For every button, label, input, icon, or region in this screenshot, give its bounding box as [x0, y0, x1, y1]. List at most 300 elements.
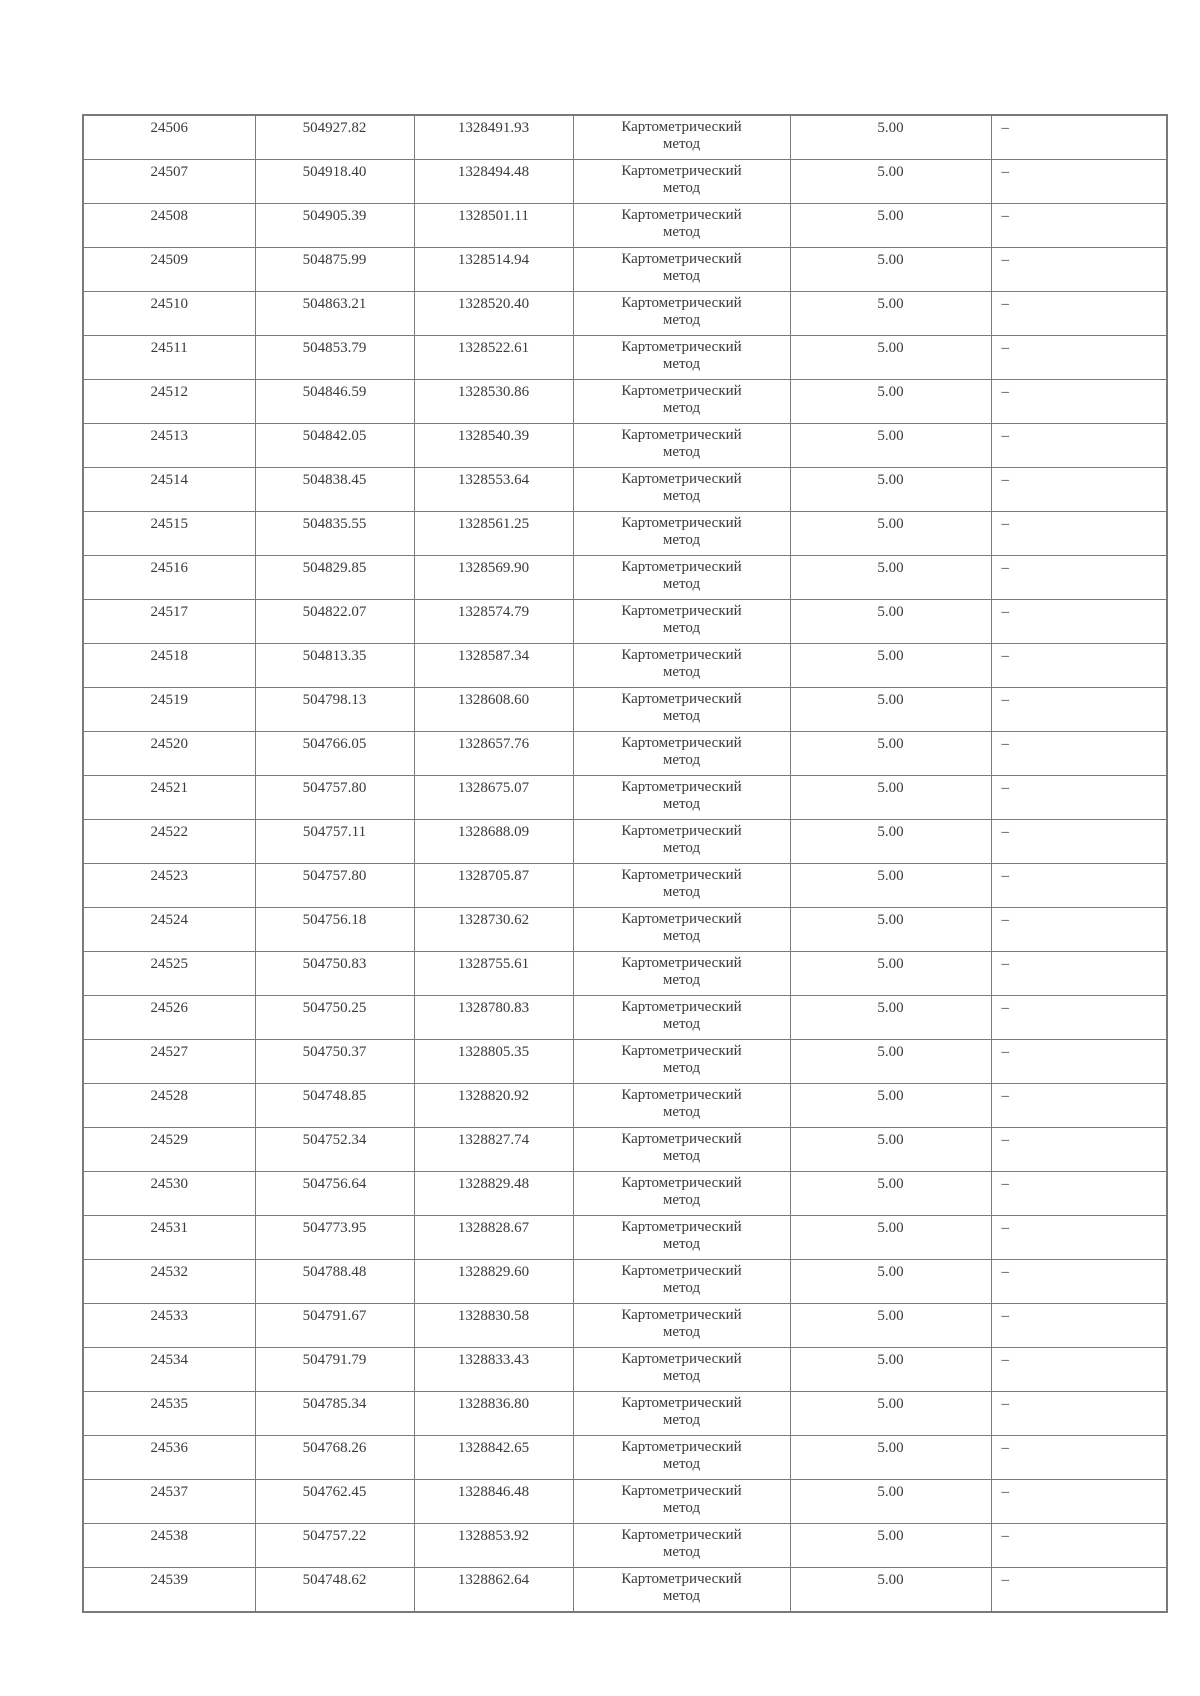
- method-line-1: Картометрический: [621, 999, 742, 1015]
- method-line-1: Картометрический: [621, 867, 742, 883]
- point-number-cell: 24531: [83, 1216, 255, 1260]
- table-row: [83, 1524, 1167, 1568]
- method-cell: [573, 688, 790, 732]
- method-line-1: Картометрический: [621, 1175, 742, 1191]
- method-line-2: метод: [662, 708, 701, 724]
- point-number-cell: 24525: [83, 952, 255, 996]
- accuracy-cell: 5.00: [790, 556, 991, 600]
- x-coordinate-cell: 504798.13: [255, 688, 414, 732]
- method-line-1: Картометрический: [621, 559, 742, 575]
- y-coordinate-cell: 1328561.25: [414, 512, 573, 556]
- method-line-2: метод: [662, 1500, 701, 1516]
- y-coordinate-cell: 1328574.79: [414, 600, 573, 644]
- x-coordinate-cell: 504768.26: [255, 1436, 414, 1480]
- method-cell: [573, 864, 790, 908]
- table-row: [83, 732, 1167, 776]
- method-line-2: метод: [662, 356, 701, 372]
- accuracy-cell: 5.00: [790, 1260, 991, 1304]
- method-line-2: метод: [662, 796, 701, 812]
- method-line-2: метод: [662, 576, 701, 592]
- method-cell: [573, 1216, 790, 1260]
- point-number-cell: 24522: [83, 820, 255, 864]
- table-row: [83, 248, 1167, 292]
- note-cell: –: [991, 864, 1167, 908]
- table-row: [83, 908, 1167, 952]
- method-line-2: метод: [662, 1236, 701, 1252]
- accuracy-cell: 5.00: [790, 512, 991, 556]
- method-line-2: метод: [662, 1016, 701, 1032]
- method-line-1: Картометрический: [621, 691, 742, 707]
- point-number-cell: 24533: [83, 1304, 255, 1348]
- method-cell: [573, 248, 790, 292]
- point-number-cell: 24513: [83, 424, 255, 468]
- point-number-cell: 24520: [83, 732, 255, 776]
- note-cell: –: [991, 600, 1167, 644]
- y-coordinate-cell: 1328520.40: [414, 292, 573, 336]
- accuracy-cell: 5.00: [790, 424, 991, 468]
- table-row: [83, 1348, 1167, 1392]
- point-number-cell: 24517: [83, 600, 255, 644]
- accuracy-cell: 5.00: [790, 1348, 991, 1392]
- point-number-cell: 24523: [83, 864, 255, 908]
- method-line-1: Картометрический: [621, 471, 742, 487]
- note-cell: –: [991, 380, 1167, 424]
- accuracy-cell: 5.00: [790, 908, 991, 952]
- method-line-1: Картометрический: [621, 295, 742, 311]
- note-cell: –: [991, 248, 1167, 292]
- method-line-1: Картометрический: [621, 823, 742, 839]
- table-row: [83, 336, 1167, 380]
- note-cell: –: [991, 1260, 1167, 1304]
- point-number-cell: 24512: [83, 380, 255, 424]
- table-row: [83, 776, 1167, 820]
- coordinates-table: [82, 114, 1168, 1613]
- point-number-cell: 24524: [83, 908, 255, 952]
- table-row: [83, 996, 1167, 1040]
- y-coordinate-cell: 1328828.67: [414, 1216, 573, 1260]
- y-coordinate-cell: 1328675.07: [414, 776, 573, 820]
- y-coordinate-cell: 1328688.09: [414, 820, 573, 864]
- accuracy-cell: 5.00: [790, 292, 991, 336]
- point-number-cell: 24509: [83, 248, 255, 292]
- method-cell: [573, 512, 790, 556]
- y-coordinate-cell: 1328853.92: [414, 1524, 573, 1568]
- y-coordinate-cell: 1328514.94: [414, 248, 573, 292]
- x-coordinate-cell: 504842.05: [255, 424, 414, 468]
- method-cell: [573, 952, 790, 996]
- method-cell: [573, 644, 790, 688]
- y-coordinate-cell: 1328829.60: [414, 1260, 573, 1304]
- method-line-2: метод: [662, 1060, 701, 1076]
- method-line-1: Картометрический: [621, 515, 742, 531]
- y-coordinate-cell: 1328608.60: [414, 688, 573, 732]
- point-number-cell: 24529: [83, 1128, 255, 1172]
- method-cell: [573, 424, 790, 468]
- x-coordinate-cell: 504773.95: [255, 1216, 414, 1260]
- note-cell: –: [991, 1524, 1167, 1568]
- point-number-cell: 24536: [83, 1436, 255, 1480]
- note-cell: –: [991, 820, 1167, 864]
- note-cell: –: [991, 644, 1167, 688]
- x-coordinate-cell: 504766.05: [255, 732, 414, 776]
- method-line-2: метод: [662, 1368, 701, 1384]
- note-cell: –: [991, 160, 1167, 204]
- method-line-2: метод: [662, 1280, 701, 1296]
- point-number-cell: 24506: [83, 115, 255, 160]
- y-coordinate-cell: 1328827.74: [414, 1128, 573, 1172]
- y-coordinate-cell: 1328755.61: [414, 952, 573, 996]
- point-number-cell: 24507: [83, 160, 255, 204]
- note-cell: –: [991, 688, 1167, 732]
- table-row: [83, 292, 1167, 336]
- y-coordinate-cell: 1328501.11: [414, 204, 573, 248]
- table-row: [83, 380, 1167, 424]
- method-line-1: Картометрический: [621, 647, 742, 663]
- method-line-1: Картометрический: [621, 603, 742, 619]
- method-line-1: Картометрический: [621, 1307, 742, 1323]
- accuracy-cell: 5.00: [790, 1304, 991, 1348]
- accuracy-cell: 5.00: [790, 248, 991, 292]
- method-line-2: метод: [662, 1104, 701, 1120]
- point-number-cell: 24528: [83, 1084, 255, 1128]
- method-line-2: метод: [662, 1544, 701, 1560]
- accuracy-cell: 5.00: [790, 1392, 991, 1436]
- accuracy-cell: 5.00: [790, 336, 991, 380]
- method-line-2: метод: [662, 1148, 701, 1164]
- note-cell: –: [991, 115, 1167, 160]
- x-coordinate-cell: 504750.83: [255, 952, 414, 996]
- x-coordinate-cell: 504813.35: [255, 644, 414, 688]
- note-cell: –: [991, 204, 1167, 248]
- method-line-1: Картометрический: [621, 163, 742, 179]
- table-row: [83, 688, 1167, 732]
- table-row: [83, 1392, 1167, 1436]
- coordinates-table-body: [83, 115, 1167, 1612]
- x-coordinate-cell: 504748.85: [255, 1084, 414, 1128]
- method-line-1: Картометрический: [621, 1527, 742, 1543]
- point-number-cell: 24539: [83, 1568, 255, 1613]
- accuracy-cell: 5.00: [790, 204, 991, 248]
- method-line-1: Картометрический: [621, 911, 742, 927]
- accuracy-cell: 5.00: [790, 160, 991, 204]
- method-cell: [573, 204, 790, 248]
- note-cell: –: [991, 1392, 1167, 1436]
- note-cell: –: [991, 1084, 1167, 1128]
- y-coordinate-cell: 1328805.35: [414, 1040, 573, 1084]
- note-cell: –: [991, 1216, 1167, 1260]
- method-line-1: Картометрический: [621, 735, 742, 751]
- table-row: [83, 1040, 1167, 1084]
- method-line-1: Картометрический: [621, 1131, 742, 1147]
- method-line-2: метод: [662, 752, 701, 768]
- table-row: [83, 160, 1167, 204]
- accuracy-cell: 5.00: [790, 115, 991, 160]
- table-row: [83, 644, 1167, 688]
- x-coordinate-cell: 504905.39: [255, 204, 414, 248]
- method-line-1: Картометрический: [621, 955, 742, 971]
- method-cell: [573, 1260, 790, 1304]
- note-cell: –: [991, 512, 1167, 556]
- table-row: [83, 512, 1167, 556]
- method-line-2: метод: [662, 268, 701, 284]
- table-row: [83, 952, 1167, 996]
- method-cell: [573, 1084, 790, 1128]
- method-line-2: метод: [662, 224, 701, 240]
- note-cell: –: [991, 1436, 1167, 1480]
- x-coordinate-cell: 504756.18: [255, 908, 414, 952]
- x-coordinate-cell: 504752.34: [255, 1128, 414, 1172]
- point-number-cell: 24526: [83, 996, 255, 1040]
- note-cell: –: [991, 1480, 1167, 1524]
- point-number-cell: 24510: [83, 292, 255, 336]
- method-cell: [573, 1392, 790, 1436]
- x-coordinate-cell: 504788.48: [255, 1260, 414, 1304]
- method-line-2: метод: [662, 840, 701, 856]
- y-coordinate-cell: 1328540.39: [414, 424, 573, 468]
- method-line-1: Картометрический: [621, 1483, 742, 1499]
- table-row: [83, 1480, 1167, 1524]
- point-number-cell: 24521: [83, 776, 255, 820]
- y-coordinate-cell: 1328494.48: [414, 160, 573, 204]
- x-coordinate-cell: 504756.64: [255, 1172, 414, 1216]
- method-cell: [573, 732, 790, 776]
- y-coordinate-cell: 1328587.34: [414, 644, 573, 688]
- y-coordinate-cell: 1328833.43: [414, 1348, 573, 1392]
- x-coordinate-cell: 504750.25: [255, 996, 414, 1040]
- accuracy-cell: 5.00: [790, 688, 991, 732]
- y-coordinate-cell: 1328829.48: [414, 1172, 573, 1216]
- note-cell: –: [991, 776, 1167, 820]
- accuracy-cell: 5.00: [790, 952, 991, 996]
- y-coordinate-cell: 1328842.65: [414, 1436, 573, 1480]
- point-number-cell: 24530: [83, 1172, 255, 1216]
- accuracy-cell: 5.00: [790, 600, 991, 644]
- accuracy-cell: 5.00: [790, 380, 991, 424]
- accuracy-cell: 5.00: [790, 1436, 991, 1480]
- method-cell: [573, 1524, 790, 1568]
- method-line-1: Картометрический: [621, 1263, 742, 1279]
- method-line-2: метод: [662, 928, 701, 944]
- point-number-cell: 24535: [83, 1392, 255, 1436]
- y-coordinate-cell: 1328830.58: [414, 1304, 573, 1348]
- method-line-1: Картометрический: [621, 1043, 742, 1059]
- x-coordinate-cell: 504757.22: [255, 1524, 414, 1568]
- table-row: [83, 1216, 1167, 1260]
- method-cell: [573, 1128, 790, 1172]
- accuracy-cell: 5.00: [790, 1568, 991, 1613]
- note-cell: –: [991, 952, 1167, 996]
- method-line-1: Картометрический: [621, 207, 742, 223]
- note-cell: –: [991, 1348, 1167, 1392]
- accuracy-cell: 5.00: [790, 1480, 991, 1524]
- method-line-2: метод: [662, 488, 701, 504]
- note-cell: –: [991, 996, 1167, 1040]
- note-cell: –: [991, 1568, 1167, 1613]
- table-row: [83, 115, 1167, 160]
- x-coordinate-cell: 504762.45: [255, 1480, 414, 1524]
- accuracy-cell: 5.00: [790, 1040, 991, 1084]
- table-row: [83, 1084, 1167, 1128]
- x-coordinate-cell: 504785.34: [255, 1392, 414, 1436]
- method-line-1: Картометрический: [621, 1439, 742, 1455]
- x-coordinate-cell: 504829.85: [255, 556, 414, 600]
- accuracy-cell: 5.00: [790, 776, 991, 820]
- method-line-2: метод: [662, 884, 701, 900]
- method-line-1: Картометрический: [621, 1395, 742, 1411]
- accuracy-cell: 5.00: [790, 1128, 991, 1172]
- y-coordinate-cell: 1328862.64: [414, 1568, 573, 1613]
- accuracy-cell: 5.00: [790, 468, 991, 512]
- method-line-2: метод: [662, 444, 701, 460]
- note-cell: –: [991, 424, 1167, 468]
- method-line-1: Картометрический: [621, 339, 742, 355]
- method-line-1: Картометрический: [621, 119, 742, 135]
- accuracy-cell: 5.00: [790, 1524, 991, 1568]
- point-number-cell: 24514: [83, 468, 255, 512]
- point-number-cell: 24527: [83, 1040, 255, 1084]
- table-row: [83, 1304, 1167, 1348]
- method-line-2: метод: [662, 1324, 701, 1340]
- x-coordinate-cell: 504750.37: [255, 1040, 414, 1084]
- method-line-2: метод: [662, 620, 701, 636]
- method-cell: [573, 776, 790, 820]
- table-row: [83, 1436, 1167, 1480]
- y-coordinate-cell: 1328846.48: [414, 1480, 573, 1524]
- table-row: [83, 556, 1167, 600]
- table-row: [83, 468, 1167, 512]
- table-row: [83, 820, 1167, 864]
- accuracy-cell: 5.00: [790, 1216, 991, 1260]
- method-cell: [573, 1480, 790, 1524]
- y-coordinate-cell: 1328705.87: [414, 864, 573, 908]
- method-cell: [573, 115, 790, 160]
- note-cell: –: [991, 1128, 1167, 1172]
- x-coordinate-cell: 504791.79: [255, 1348, 414, 1392]
- point-number-cell: 24534: [83, 1348, 255, 1392]
- x-coordinate-cell: 504918.40: [255, 160, 414, 204]
- note-cell: –: [991, 1040, 1167, 1084]
- point-number-cell: 24511: [83, 336, 255, 380]
- table-row: [83, 1128, 1167, 1172]
- method-line-2: метод: [662, 136, 701, 152]
- method-cell: [573, 292, 790, 336]
- note-cell: –: [991, 732, 1167, 776]
- method-cell: [573, 600, 790, 644]
- method-line-2: метод: [662, 312, 701, 328]
- point-number-cell: 24538: [83, 1524, 255, 1568]
- point-number-cell: 24516: [83, 556, 255, 600]
- y-coordinate-cell: 1328780.83: [414, 996, 573, 1040]
- method-line-2: метод: [662, 972, 701, 988]
- y-coordinate-cell: 1328836.80: [414, 1392, 573, 1436]
- point-number-cell: 24508: [83, 204, 255, 248]
- method-line-2: метод: [662, 1456, 701, 1472]
- x-coordinate-cell: 504838.45: [255, 468, 414, 512]
- method-cell: [573, 380, 790, 424]
- point-number-cell: 24515: [83, 512, 255, 556]
- method-line-1: Картометрический: [621, 1087, 742, 1103]
- method-cell: [573, 556, 790, 600]
- method-line-2: метод: [662, 664, 701, 680]
- table-row: [83, 1260, 1167, 1304]
- method-cell: [573, 1348, 790, 1392]
- method-line-1: Картометрический: [621, 1351, 742, 1367]
- table-row: [83, 204, 1167, 248]
- point-number-cell: 24532: [83, 1260, 255, 1304]
- y-coordinate-cell: 1328657.76: [414, 732, 573, 776]
- table-row: [83, 424, 1167, 468]
- method-cell: [573, 160, 790, 204]
- method-line-1: Картометрический: [621, 251, 742, 267]
- method-cell: [573, 1568, 790, 1613]
- y-coordinate-cell: 1328553.64: [414, 468, 573, 512]
- x-coordinate-cell: 504757.80: [255, 864, 414, 908]
- method-line-2: метод: [662, 1412, 701, 1428]
- method-line-2: метод: [662, 400, 701, 416]
- method-cell: [573, 908, 790, 952]
- method-cell: [573, 820, 790, 864]
- y-coordinate-cell: 1328569.90: [414, 556, 573, 600]
- accuracy-cell: 5.00: [790, 996, 991, 1040]
- x-coordinate-cell: 504757.11: [255, 820, 414, 864]
- table-row: [83, 864, 1167, 908]
- method-cell: [573, 996, 790, 1040]
- note-cell: –: [991, 336, 1167, 380]
- method-line-1: Картометрический: [621, 383, 742, 399]
- y-coordinate-cell: 1328522.61: [414, 336, 573, 380]
- note-cell: –: [991, 1304, 1167, 1348]
- y-coordinate-cell: 1328491.93: [414, 115, 573, 160]
- x-coordinate-cell: 504822.07: [255, 600, 414, 644]
- point-number-cell: 24537: [83, 1480, 255, 1524]
- y-coordinate-cell: 1328820.92: [414, 1084, 573, 1128]
- method-cell: [573, 1172, 790, 1216]
- point-number-cell: 24518: [83, 644, 255, 688]
- method-line-2: метод: [662, 1192, 701, 1208]
- accuracy-cell: 5.00: [790, 820, 991, 864]
- method-line-2: метод: [662, 1588, 701, 1604]
- method-line-2: метод: [662, 180, 701, 196]
- note-cell: –: [991, 292, 1167, 336]
- accuracy-cell: 5.00: [790, 644, 991, 688]
- table-row: [83, 1568, 1167, 1613]
- y-coordinate-cell: 1328530.86: [414, 380, 573, 424]
- table-row: [83, 1172, 1167, 1216]
- method-line-2: метод: [662, 532, 701, 548]
- method-line-1: Картометрический: [621, 427, 742, 443]
- x-coordinate-cell: 504835.55: [255, 512, 414, 556]
- note-cell: –: [991, 468, 1167, 512]
- y-coordinate-cell: 1328730.62: [414, 908, 573, 952]
- x-coordinate-cell: 504748.62: [255, 1568, 414, 1613]
- note-cell: –: [991, 1172, 1167, 1216]
- accuracy-cell: 5.00: [790, 1172, 991, 1216]
- method-cell: [573, 1040, 790, 1084]
- method-cell: [573, 468, 790, 512]
- x-coordinate-cell: 504863.21: [255, 292, 414, 336]
- x-coordinate-cell: 504846.59: [255, 380, 414, 424]
- x-coordinate-cell: 504757.80: [255, 776, 414, 820]
- method-cell: [573, 1436, 790, 1480]
- point-number-cell: 24519: [83, 688, 255, 732]
- accuracy-cell: 5.00: [790, 864, 991, 908]
- accuracy-cell: 5.00: [790, 732, 991, 776]
- note-cell: –: [991, 908, 1167, 952]
- method-line-1: Картометрический: [621, 1219, 742, 1235]
- method-line-1: Картометрический: [621, 779, 742, 795]
- table-row: [83, 600, 1167, 644]
- x-coordinate-cell: 504853.79: [255, 336, 414, 380]
